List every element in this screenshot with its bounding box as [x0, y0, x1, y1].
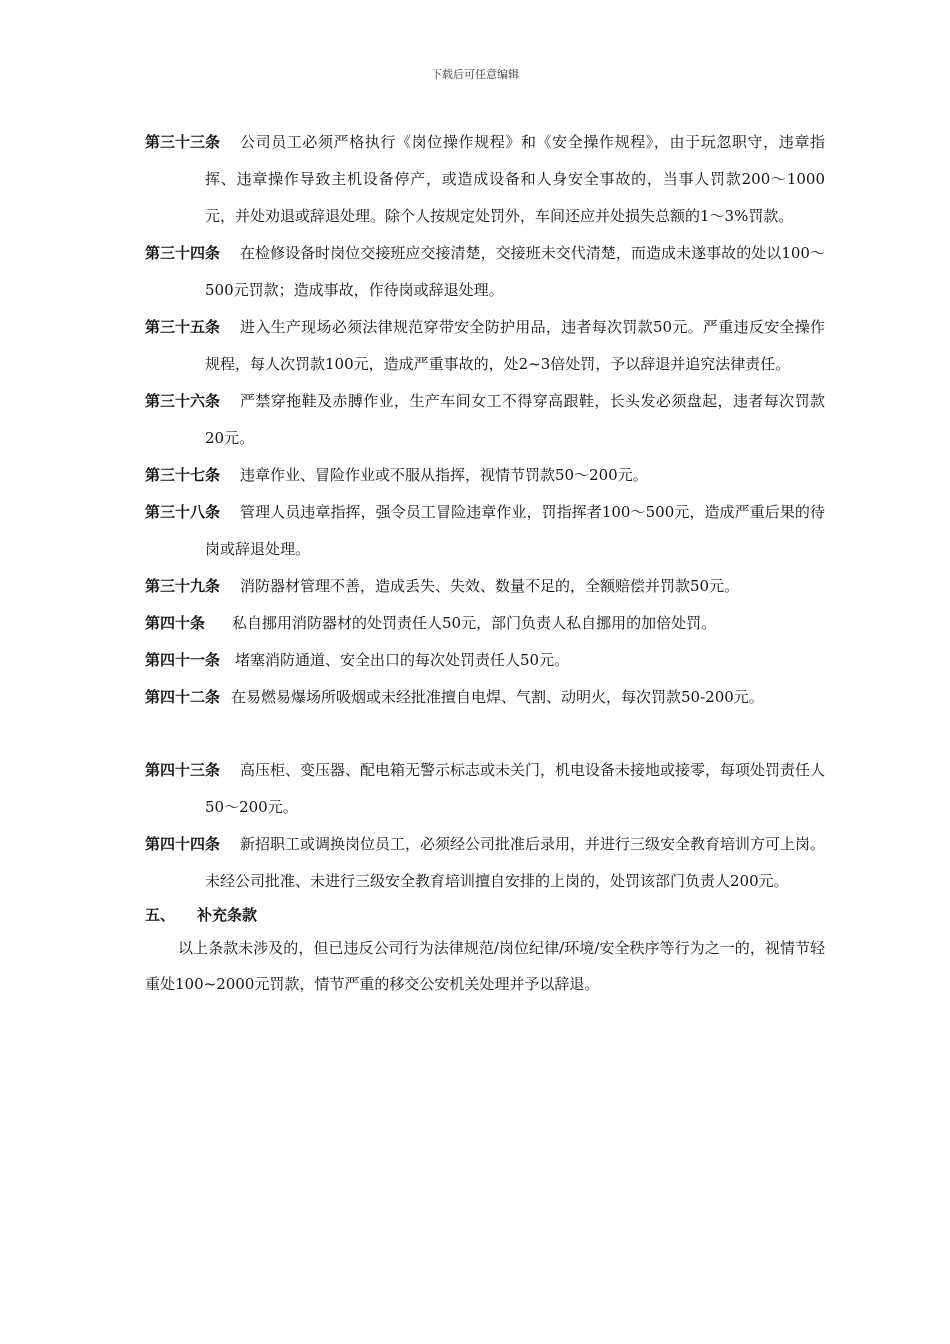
article-number: 第三十四条: [145, 244, 221, 262]
article-number: 第三十六条: [145, 392, 221, 410]
article-text: 高压柜、变压器、配电箱无警示标志或未关门，机电设备未接地或接零，每项处罚责任人50～200元。: [205, 761, 826, 816]
article-number: 第三十九条: [145, 577, 221, 595]
article-text: 私自挪用消防器材的处罚责任人50元，部门负责人私自挪用的加倍处罚。: [232, 614, 717, 632]
section-title: 补充条款: [197, 906, 258, 924]
section-heading: [145, 900, 825, 930]
article-35: [145, 309, 825, 383]
article-42: [145, 679, 825, 716]
article-41: [145, 642, 825, 679]
article-text: 违章作业、冒险作业或不服从指挥，视情节罚款50～200元。: [240, 466, 648, 484]
page-header: 下载后可任意编辑: [431, 68, 519, 81]
article-34: [145, 235, 825, 309]
spacer: [145, 716, 825, 752]
article-36: [145, 383, 825, 457]
article-number: 第三十八条: [145, 503, 221, 521]
article-38: [145, 494, 825, 568]
article-text: 管理人员违章指挥，强令员工冒险违章作业，罚指挥者100～500元，造成严重后果的待岗或辞退处理。: [205, 503, 825, 558]
article-text: 新招职工或调换岗位员工，必须经公司批准后录用，并进行三级安全教育培训方可上岗。未经公司批准、未进行三级安全教育培训擅自安排的上岗的，处罚该部门负责人200元。: [205, 835, 826, 890]
article-number: 第四十二条: [145, 688, 221, 706]
section-number: 五、: [145, 906, 176, 924]
document-body: [145, 124, 825, 1002]
article-33: [145, 124, 825, 235]
article-number: 第四十四条: [145, 835, 221, 853]
article-text: 进入生产现场必须法律规范穿带安全防护用品，违者每次罚款50元。严重违反安全操作规程，每人次罚款100元，造成严重事故的，处2~3倍处罚，予以辞退并追究法律责任。: [205, 318, 825, 373]
article-text: 公司员工必须严格执行《岗位操作规程》和《安全操作规程》，由于玩忽职守，违章指挥、违章操作导致主机设备停产，或造成设备和人身安全事故的，当事人罚款200～1000元，并处劝退或辞退处理。除个人按规定处罚外，车间还应并处损失总额的1～3%罚款。: [205, 133, 825, 225]
article-text: 在易燃易爆场所吸烟或未经批准擅自电焊、气割、动明火，每次罚款50-200元。: [231, 688, 764, 706]
article-number: 第三十七条: [145, 466, 221, 484]
article-text: 堵塞消防通道、安全出口的每次处罚责任人50元。: [235, 651, 570, 669]
article-39: [145, 568, 825, 605]
article-number: 第四十一条: [145, 651, 221, 669]
article-37: [145, 457, 825, 494]
article-43: [145, 752, 825, 826]
article-number: 第三十三条: [145, 133, 221, 151]
article-text: 在检修设备时岗位交接班应交接清楚，交接班未交代清楚，而造成未遂事故的处以100～500元罚款；造成事故，作待岗或辞退处理。: [205, 244, 825, 299]
article-number: 第四十三条: [145, 761, 221, 779]
section-paragraph: 以上条款未涉及的，但已违反公司行为法律规范/岗位纪律/环境/安全秩序等行为之一的，视情节轻重处100~2000元罚款，情节严重的移交公安机关处理并予以辞退。: [145, 939, 825, 993]
article-number: 第三十五条: [145, 318, 221, 336]
article-number: 第四十条: [145, 614, 206, 632]
article-44: [145, 826, 825, 900]
article-text: 严禁穿拖鞋及赤膊作业，生产车间女工不得穿高跟鞋，长头发必须盘起，违者每次罚款20元。: [205, 392, 825, 447]
article-40: [145, 605, 825, 642]
article-text: 消防器材管理不善，造成丢失、失效、数量不足的，全额赔偿并罚款50元。: [240, 577, 740, 595]
